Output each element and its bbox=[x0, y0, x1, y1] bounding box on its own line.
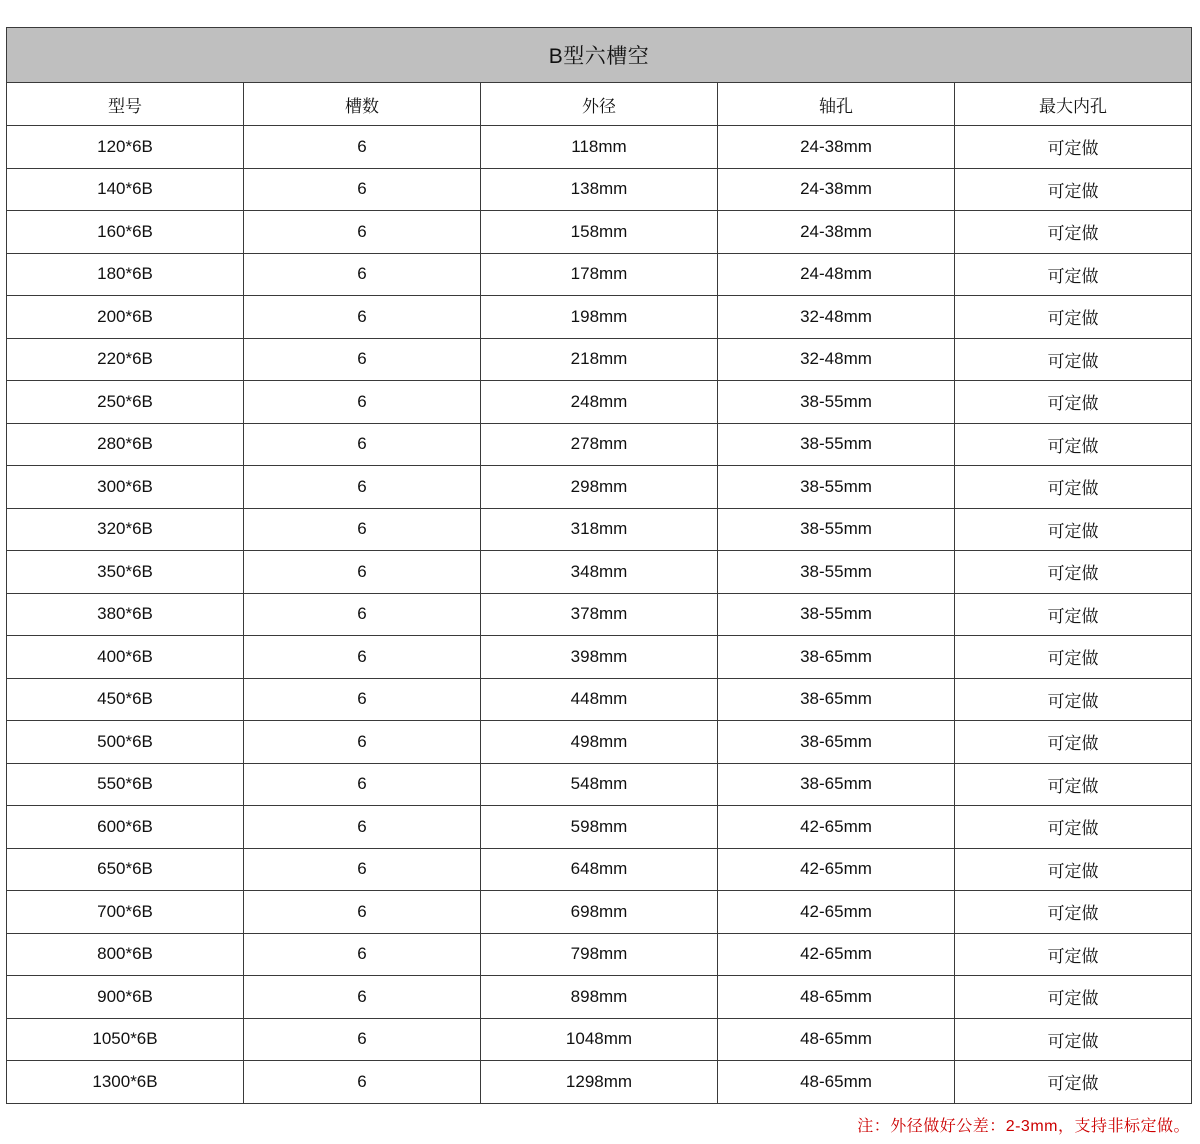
cell-groove-count: 6 bbox=[244, 678, 481, 721]
cell-outer-diameter: 548mm bbox=[481, 763, 718, 806]
table-row bbox=[7, 296, 1192, 339]
cell-model: 550*6B bbox=[7, 763, 244, 806]
cell-model: 120*6B bbox=[7, 126, 244, 169]
cell-shaft-hole: 38-55mm bbox=[718, 593, 955, 636]
cell-shaft-hole: 38-65mm bbox=[718, 721, 955, 764]
cell-outer-diameter: 378mm bbox=[481, 593, 718, 636]
cell-shaft-hole: 48-65mm bbox=[718, 1061, 955, 1104]
table-title: B型六槽空 bbox=[7, 28, 1192, 83]
cell-shaft-hole: 38-55mm bbox=[718, 508, 955, 551]
document-page bbox=[0, 27, 1200, 1144]
cell-max-inner-hole: 可定做 bbox=[955, 848, 1192, 891]
table-row bbox=[7, 721, 1192, 764]
cell-max-inner-hole: 可定做 bbox=[955, 1018, 1192, 1061]
cell-model: 500*6B bbox=[7, 721, 244, 764]
cell-model: 140*6B bbox=[7, 168, 244, 211]
cell-max-inner-hole: 可定做 bbox=[955, 508, 1192, 551]
cell-outer-diameter: 698mm bbox=[481, 891, 718, 934]
cell-groove-count: 6 bbox=[244, 593, 481, 636]
cell-outer-diameter: 398mm bbox=[481, 636, 718, 679]
cell-shaft-hole: 38-55mm bbox=[718, 551, 955, 594]
cell-model: 250*6B bbox=[7, 381, 244, 424]
cell-shaft-hole: 42-65mm bbox=[718, 933, 955, 976]
cell-max-inner-hole: 可定做 bbox=[955, 976, 1192, 1019]
cell-outer-diameter: 798mm bbox=[481, 933, 718, 976]
cell-shaft-hole: 48-65mm bbox=[718, 976, 955, 1019]
cell-shaft-hole: 32-48mm bbox=[718, 296, 955, 339]
cell-outer-diameter: 598mm bbox=[481, 806, 718, 849]
column-header-shaft-hole: 轴孔 bbox=[718, 83, 955, 126]
table-row bbox=[7, 1018, 1192, 1061]
cell-shaft-hole: 42-65mm bbox=[718, 848, 955, 891]
cell-shaft-hole: 24-38mm bbox=[718, 168, 955, 211]
cell-shaft-hole: 38-55mm bbox=[718, 423, 955, 466]
cell-groove-count: 6 bbox=[244, 721, 481, 764]
cell-model: 600*6B bbox=[7, 806, 244, 849]
cell-outer-diameter: 1048mm bbox=[481, 1018, 718, 1061]
cell-shaft-hole: 38-65mm bbox=[718, 678, 955, 721]
cell-shaft-hole: 32-48mm bbox=[718, 338, 955, 381]
cell-max-inner-hole: 可定做 bbox=[955, 168, 1192, 211]
cell-groove-count: 6 bbox=[244, 891, 481, 934]
cell-groove-count: 6 bbox=[244, 211, 481, 254]
cell-outer-diameter: 118mm bbox=[481, 126, 718, 169]
cell-model: 380*6B bbox=[7, 593, 244, 636]
table-row bbox=[7, 381, 1192, 424]
cell-outer-diameter: 448mm bbox=[481, 678, 718, 721]
cell-model: 320*6B bbox=[7, 508, 244, 551]
cell-max-inner-hole: 可定做 bbox=[955, 933, 1192, 976]
cell-max-inner-hole: 可定做 bbox=[955, 636, 1192, 679]
table-title-row bbox=[7, 28, 1192, 83]
cell-outer-diameter: 248mm bbox=[481, 381, 718, 424]
table-row bbox=[7, 976, 1192, 1019]
cell-model: 220*6B bbox=[7, 338, 244, 381]
cell-groove-count: 6 bbox=[244, 508, 481, 551]
cell-max-inner-hole: 可定做 bbox=[955, 338, 1192, 381]
cell-model: 400*6B bbox=[7, 636, 244, 679]
cell-model: 800*6B bbox=[7, 933, 244, 976]
cell-groove-count: 6 bbox=[244, 338, 481, 381]
table-row bbox=[7, 806, 1192, 849]
table-row bbox=[7, 508, 1192, 551]
cell-max-inner-hole: 可定做 bbox=[955, 126, 1192, 169]
cell-max-inner-hole: 可定做 bbox=[955, 678, 1192, 721]
cell-groove-count: 6 bbox=[244, 763, 481, 806]
cell-groove-count: 6 bbox=[244, 253, 481, 296]
cell-model: 1050*6B bbox=[7, 1018, 244, 1061]
cell-outer-diameter: 298mm bbox=[481, 466, 718, 509]
cell-model: 160*6B bbox=[7, 211, 244, 254]
cell-model: 900*6B bbox=[7, 976, 244, 1019]
cell-outer-diameter: 898mm bbox=[481, 976, 718, 1019]
cell-groove-count: 6 bbox=[244, 976, 481, 1019]
cell-model: 350*6B bbox=[7, 551, 244, 594]
cell-model: 200*6B bbox=[7, 296, 244, 339]
cell-shaft-hole: 24-48mm bbox=[718, 253, 955, 296]
cell-model: 300*6B bbox=[7, 466, 244, 509]
table-row bbox=[7, 253, 1192, 296]
table-row bbox=[7, 678, 1192, 721]
cell-max-inner-hole: 可定做 bbox=[955, 253, 1192, 296]
cell-shaft-hole: 48-65mm bbox=[718, 1018, 955, 1061]
cell-outer-diameter: 138mm bbox=[481, 168, 718, 211]
tolerance-note: 注：外径做好公差：2-3mm，支持非标定做。 bbox=[857, 1118, 1190, 1135]
cell-groove-count: 6 bbox=[244, 551, 481, 594]
cell-max-inner-hole: 可定做 bbox=[955, 296, 1192, 339]
cell-outer-diameter: 178mm bbox=[481, 253, 718, 296]
cell-groove-count: 6 bbox=[244, 636, 481, 679]
column-header-max-inner-hole: 最大内孔 bbox=[955, 83, 1192, 126]
cell-max-inner-hole: 可定做 bbox=[955, 211, 1192, 254]
cell-groove-count: 6 bbox=[244, 466, 481, 509]
table-row bbox=[7, 763, 1192, 806]
table-row bbox=[7, 466, 1192, 509]
cell-outer-diameter: 648mm bbox=[481, 848, 718, 891]
table-row bbox=[7, 338, 1192, 381]
cell-max-inner-hole: 可定做 bbox=[955, 381, 1192, 424]
cell-max-inner-hole: 可定做 bbox=[955, 806, 1192, 849]
cell-outer-diameter: 318mm bbox=[481, 508, 718, 551]
column-header-groove-count: 槽数 bbox=[244, 83, 481, 126]
cell-groove-count: 6 bbox=[244, 381, 481, 424]
cell-max-inner-hole: 可定做 bbox=[955, 551, 1192, 594]
table-row bbox=[7, 126, 1192, 169]
table-row bbox=[7, 933, 1192, 976]
cell-groove-count: 6 bbox=[244, 423, 481, 466]
cell-max-inner-hole: 可定做 bbox=[955, 466, 1192, 509]
table-row bbox=[7, 636, 1192, 679]
table-row bbox=[7, 551, 1192, 594]
table-body bbox=[7, 28, 1192, 1104]
column-header-model: 型号 bbox=[7, 83, 244, 126]
cell-model: 180*6B bbox=[7, 253, 244, 296]
cell-model: 280*6B bbox=[7, 423, 244, 466]
cell-groove-count: 6 bbox=[244, 806, 481, 849]
cell-outer-diameter: 278mm bbox=[481, 423, 718, 466]
cell-outer-diameter: 498mm bbox=[481, 721, 718, 764]
table-row bbox=[7, 168, 1192, 211]
cell-shaft-hole: 42-65mm bbox=[718, 891, 955, 934]
cell-shaft-hole: 38-55mm bbox=[718, 466, 955, 509]
cell-shaft-hole: 38-65mm bbox=[718, 763, 955, 806]
table-row bbox=[7, 891, 1192, 934]
cell-max-inner-hole: 可定做 bbox=[955, 721, 1192, 764]
cell-shaft-hole: 24-38mm bbox=[718, 126, 955, 169]
column-header-outer-diameter: 外径 bbox=[481, 83, 718, 126]
cell-max-inner-hole: 可定做 bbox=[955, 593, 1192, 636]
cell-model: 1300*6B bbox=[7, 1061, 244, 1104]
cell-model: 700*6B bbox=[7, 891, 244, 934]
cell-max-inner-hole: 可定做 bbox=[955, 891, 1192, 934]
cell-groove-count: 6 bbox=[244, 1018, 481, 1061]
cell-groove-count: 6 bbox=[244, 296, 481, 339]
cell-groove-count: 6 bbox=[244, 126, 481, 169]
specification-table bbox=[6, 27, 1192, 1104]
cell-shaft-hole: 38-65mm bbox=[718, 636, 955, 679]
cell-shaft-hole: 42-65mm bbox=[718, 806, 955, 849]
cell-groove-count: 6 bbox=[244, 1061, 481, 1104]
table-row bbox=[7, 211, 1192, 254]
cell-outer-diameter: 158mm bbox=[481, 211, 718, 254]
cell-outer-diameter: 348mm bbox=[481, 551, 718, 594]
cell-outer-diameter: 198mm bbox=[481, 296, 718, 339]
table-header-row bbox=[7, 83, 1192, 126]
cell-model: 650*6B bbox=[7, 848, 244, 891]
table-row bbox=[7, 1061, 1192, 1104]
table-row bbox=[7, 848, 1192, 891]
cell-groove-count: 6 bbox=[244, 168, 481, 211]
cell-groove-count: 6 bbox=[244, 848, 481, 891]
cell-groove-count: 6 bbox=[244, 933, 481, 976]
cell-shaft-hole: 24-38mm bbox=[718, 211, 955, 254]
cell-model: 450*6B bbox=[7, 678, 244, 721]
cell-max-inner-hole: 可定做 bbox=[955, 423, 1192, 466]
table-row bbox=[7, 593, 1192, 636]
cell-outer-diameter: 218mm bbox=[481, 338, 718, 381]
cell-max-inner-hole: 可定做 bbox=[955, 763, 1192, 806]
table-row bbox=[7, 423, 1192, 466]
cell-max-inner-hole: 可定做 bbox=[955, 1061, 1192, 1104]
cell-shaft-hole: 38-55mm bbox=[718, 381, 955, 424]
cell-outer-diameter: 1298mm bbox=[481, 1061, 718, 1104]
